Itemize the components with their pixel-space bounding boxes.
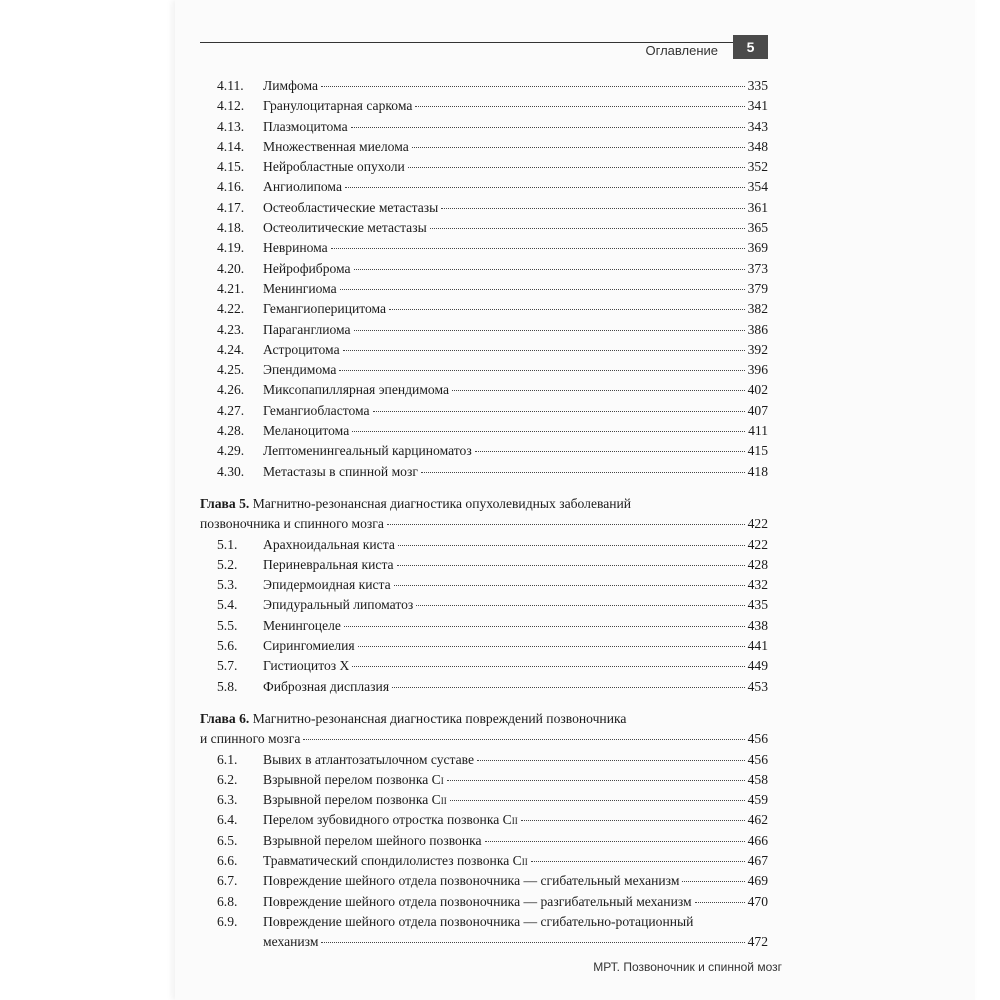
leader-dots — [373, 411, 745, 412]
leader-dots — [321, 86, 745, 87]
entry-number: 5.8. — [217, 678, 238, 694]
leader-dots — [343, 350, 745, 351]
entry-page: 428 — [747, 556, 768, 572]
entry-number: 4.18. — [217, 220, 245, 236]
entry-number: 4.13. — [217, 118, 245, 134]
entry-page: 386 — [747, 321, 768, 337]
entry-title: Травматический спондилолистез позвонка C — [263, 852, 522, 868]
entry-page: 361 — [747, 199, 768, 215]
entry-title: Периневральная киста — [263, 556, 394, 572]
entry-number: 5.1. — [217, 536, 238, 552]
entry-page: 382 — [747, 301, 768, 317]
entry-page: 459 — [747, 792, 768, 808]
entry-page: 407 — [747, 402, 768, 418]
entry-title: Взрывной перелом позвонка C — [263, 771, 441, 787]
entry-number: 4.28. — [217, 423, 245, 439]
leader-dots — [398, 545, 745, 546]
chapter-6-page: 456 — [747, 731, 768, 747]
entry-subscript: II — [511, 816, 518, 827]
toc-entry — [200, 117, 768, 137]
leader-dots — [352, 431, 745, 432]
toc-entry — [200, 360, 768, 380]
leader-dots — [387, 524, 745, 525]
entry-number: 4.11. — [217, 78, 244, 93]
entry-page: 438 — [747, 617, 768, 633]
toc-entry — [200, 177, 768, 197]
entry-number: 4.14. — [217, 138, 245, 154]
entry-page: 365 — [747, 220, 768, 236]
toc-entry — [200, 851, 768, 871]
toc-entry — [200, 137, 768, 157]
leader-dots — [344, 626, 745, 627]
entry-page: 354 — [747, 179, 768, 195]
leader-dots — [531, 861, 745, 862]
leader-dots — [352, 666, 744, 667]
leader-dots — [303, 739, 744, 740]
leader-dots — [485, 841, 745, 842]
entry-page: 432 — [747, 577, 768, 593]
toc-entry — [200, 575, 768, 595]
entry-number: 6.4. — [217, 812, 238, 828]
page-number-badge: 5 — [733, 35, 768, 59]
entry-number: 6.6. — [217, 852, 238, 868]
entry-title: Гемангиобластома — [263, 402, 370, 418]
leader-dots — [695, 902, 745, 903]
entry-title: Гемангиоперицитома — [263, 301, 387, 317]
entry-number: 4.26. — [217, 382, 245, 398]
entry-subscript: II — [521, 856, 528, 867]
leader-dots — [421, 472, 745, 473]
entry-page: 467 — [747, 852, 768, 868]
leader-dots — [408, 167, 745, 168]
entry-title: Эпидермоидная киста — [263, 577, 391, 593]
toc-entry — [200, 421, 768, 441]
toc-entry — [200, 810, 768, 830]
entry-page: 369 — [747, 240, 768, 256]
toc-entry — [200, 871, 768, 891]
entry-page: 466 — [747, 832, 768, 848]
leader-dots — [358, 646, 745, 647]
entry-number: 5.2. — [217, 556, 238, 572]
leader-dots — [475, 451, 745, 452]
entry-number: 4.24. — [217, 341, 245, 357]
entry-title: Миксопапиллярная эпендимома — [263, 382, 450, 398]
toc-entry — [200, 76, 768, 96]
entry-number: 4.27. — [217, 402, 245, 418]
toc-entry — [200, 218, 768, 238]
leader-dots — [392, 687, 745, 688]
entry-page: 422 — [747, 536, 768, 552]
toc-entry — [200, 535, 768, 555]
entry-page: 418 — [747, 463, 768, 479]
entry-page: 335 — [747, 78, 768, 93]
entry-number: 6.2. — [217, 771, 238, 787]
entry-page: 348 — [747, 138, 768, 154]
entry-number: 6.8. — [217, 893, 238, 909]
section-4-list — [200, 76, 768, 482]
entry-page: 472 — [747, 934, 768, 950]
entry-number: 4.19. — [217, 240, 245, 256]
entry-title: Эпидуральный липоматоз — [263, 597, 414, 613]
entry-page: 392 — [747, 341, 768, 357]
chapter-5-heading-row2 — [200, 514, 768, 534]
chapter-6-heading-row2 — [200, 729, 768, 749]
toc-entry — [200, 892, 768, 912]
toc-entry — [200, 279, 768, 299]
chapter-5-title-line1: Магнитно-резонансная диагностика опухолевидных заболеваний — [252, 495, 632, 511]
leader-dots — [389, 309, 745, 310]
leader-dots — [339, 370, 744, 371]
entry-title: Перелом зубовидного отростка позвонка C — [263, 812, 512, 828]
toc-entry — [200, 441, 768, 461]
entry-number: 4.21. — [217, 280, 245, 296]
entry-title: Ангиолипома — [263, 179, 342, 195]
entry-title: Астроцитома — [263, 341, 340, 357]
chapter-6-title-line2: и спинного мозга — [200, 731, 301, 747]
toc-entry — [200, 750, 768, 770]
entry-title: Нейрофиброма — [263, 260, 351, 276]
leader-dots — [397, 565, 745, 566]
chapter-6-heading — [200, 709, 768, 729]
toc-entry — [200, 238, 768, 258]
entry-title: Арахноидальная киста — [263, 536, 395, 552]
chapter-6-title-line1: Магнитно-резонансная диагностика повреждений позвоночника — [252, 710, 627, 726]
entry-page: 402 — [747, 382, 768, 398]
running-header: Оглавление — [645, 43, 718, 58]
toc-entry — [200, 340, 768, 360]
entry-title: Эпендимома — [263, 362, 337, 378]
toc-entry — [200, 831, 768, 851]
entry-title-cont: механизм — [263, 934, 319, 950]
entry-title: Метастазы в спинной мозг — [263, 463, 418, 479]
leader-dots — [450, 800, 745, 801]
leader-dots — [331, 248, 745, 249]
entry-title: Менингиома — [263, 280, 337, 296]
entry-title: Меланоцитома — [263, 423, 350, 439]
entry-title: Гистиоцитоз X — [263, 658, 350, 674]
toc-entry — [200, 462, 768, 482]
toc-entry — [200, 616, 768, 636]
entry-page: 458 — [747, 771, 768, 787]
toc-entry — [200, 198, 768, 218]
entry-title: Плазмоцитома — [263, 118, 348, 134]
entry-title: Множественная миелома — [263, 138, 409, 154]
leader-dots — [321, 942, 744, 943]
entry-title: Лептоменингеальный карциноматоз — [263, 443, 472, 459]
entry-title: Параганглиома — [263, 321, 351, 337]
entry-page: 435 — [747, 597, 768, 613]
toc-entry — [200, 401, 768, 421]
toc-entry — [200, 157, 768, 177]
entry-number: 4.20. — [217, 260, 245, 276]
entry-title: Взрывной перелом шейного позвонка — [263, 832, 482, 848]
entry-number: 6.9. — [217, 913, 238, 929]
toc-entry — [200, 555, 768, 575]
entry-number: 5.5. — [217, 617, 238, 633]
entry-title: Нейробластные опухоли — [263, 159, 405, 175]
chapter-5-heading — [200, 494, 768, 514]
entry-page: 453 — [747, 678, 768, 694]
toc-entry — [200, 595, 768, 615]
leader-dots — [340, 289, 745, 290]
entry-page: 352 — [747, 159, 768, 175]
entry-number: 4.23. — [217, 321, 245, 337]
leader-dots — [345, 187, 745, 188]
entry-number: 4.17. — [217, 199, 245, 215]
entry-page: 469 — [747, 873, 768, 889]
entry-page: 462 — [747, 812, 768, 828]
toc-entry — [200, 656, 768, 676]
chapter-5 — [200, 494, 768, 697]
toc-entry-6-9 — [200, 912, 768, 932]
entry-page: 343 — [747, 118, 768, 134]
entry-number: 4.29. — [217, 443, 245, 459]
toc-entry — [200, 790, 768, 810]
entry-number: 5.6. — [217, 638, 238, 654]
entry-number: 4.30. — [217, 463, 245, 479]
leader-dots — [477, 760, 745, 761]
leader-dots — [354, 269, 745, 270]
leader-dots — [430, 228, 745, 229]
toc-entry — [200, 96, 768, 116]
entry-number: 4.22. — [217, 301, 245, 317]
entry-page: 449 — [747, 658, 768, 674]
entry-page: 373 — [747, 260, 768, 276]
entry-title: Повреждение шейного отдела позвоночника — сгибательный механизм — [263, 873, 680, 889]
chapter-6-label: Глава 6. — [200, 710, 250, 726]
entry-page: 341 — [747, 98, 768, 114]
leader-dots — [447, 780, 745, 781]
entry-title: Сирингомиелия — [263, 638, 355, 654]
toc-entry — [200, 677, 768, 697]
toc-entry-6-9-cont — [200, 932, 768, 952]
chapter-5-list — [200, 535, 768, 697]
entry-title: Невринома — [263, 240, 328, 256]
leader-dots — [415, 106, 744, 107]
toc-entry — [200, 770, 768, 790]
chapter-5-page: 422 — [747, 516, 768, 532]
chapter-5-label: Глава 5. — [200, 495, 250, 511]
entry-subscript: I — [440, 775, 444, 786]
entry-number: 6.7. — [217, 873, 238, 889]
entry-title: Повреждение шейного отдела позвоночника — разгибательный механизм — [263, 893, 692, 909]
entry-number: 4.16. — [217, 179, 245, 195]
entry-number: 4.12. — [217, 98, 245, 114]
entry-number: 6.3. — [217, 792, 238, 808]
leader-dots — [521, 820, 745, 821]
entry-number: 4.15. — [217, 159, 245, 175]
entry-page: 396 — [747, 362, 768, 378]
entry-title: Фиброзная дисплазия — [263, 678, 390, 694]
entry-subscript: II — [440, 796, 447, 807]
entry-title: Гранулоцитарная саркома — [263, 98, 413, 114]
entry-page: 441 — [747, 638, 768, 654]
leader-dots — [416, 605, 744, 606]
entry-title: Остеолитические метастазы — [263, 220, 427, 236]
toc-entry — [200, 380, 768, 400]
running-footer: МРТ. Позвоночник и спинной мозг — [593, 960, 782, 974]
toc-entry — [200, 259, 768, 279]
leader-dots — [682, 881, 744, 882]
entry-number: 5.7. — [217, 658, 238, 674]
entry-page: 415 — [747, 443, 768, 459]
entry-number: 6.1. — [217, 751, 238, 767]
entry-number: 6.5. — [217, 832, 238, 848]
entry-page: 379 — [747, 280, 768, 296]
entry-page: 456 — [747, 751, 768, 767]
entry-title: Остеобластические метастазы — [263, 199, 439, 215]
table-of-contents — [200, 76, 768, 952]
toc-entry — [200, 320, 768, 340]
leader-dots — [354, 330, 745, 331]
entry-number: 5.4. — [217, 597, 238, 613]
entry-title: Взрывной перелом позвонка C — [263, 792, 441, 808]
entry-number: 4.25. — [217, 362, 245, 378]
toc-entry — [200, 636, 768, 656]
leader-dots — [412, 147, 745, 148]
leader-dots — [351, 127, 745, 128]
entry-number: 5.3. — [217, 577, 238, 593]
leader-dots — [452, 390, 745, 391]
entry-title: Менингоцеле — [263, 617, 341, 633]
entry-page: 411 — [748, 423, 768, 439]
entry-title: Вывих в атлантозатылочном суставе — [263, 751, 475, 767]
chapter-6 — [200, 709, 768, 953]
entry-title: Лимфома — [263, 78, 318, 93]
leader-dots — [394, 585, 745, 586]
entry-title: Повреждение шейного отдела позвоночника — сгибательно-ротационный — [263, 913, 694, 929]
entry-page: 470 — [747, 893, 768, 909]
leader-dots — [441, 208, 744, 209]
chapter-6-list — [200, 750, 768, 912]
chapter-5-title-line2: позвоночника и спинного мозга — [200, 516, 384, 532]
toc-entry — [200, 299, 768, 319]
